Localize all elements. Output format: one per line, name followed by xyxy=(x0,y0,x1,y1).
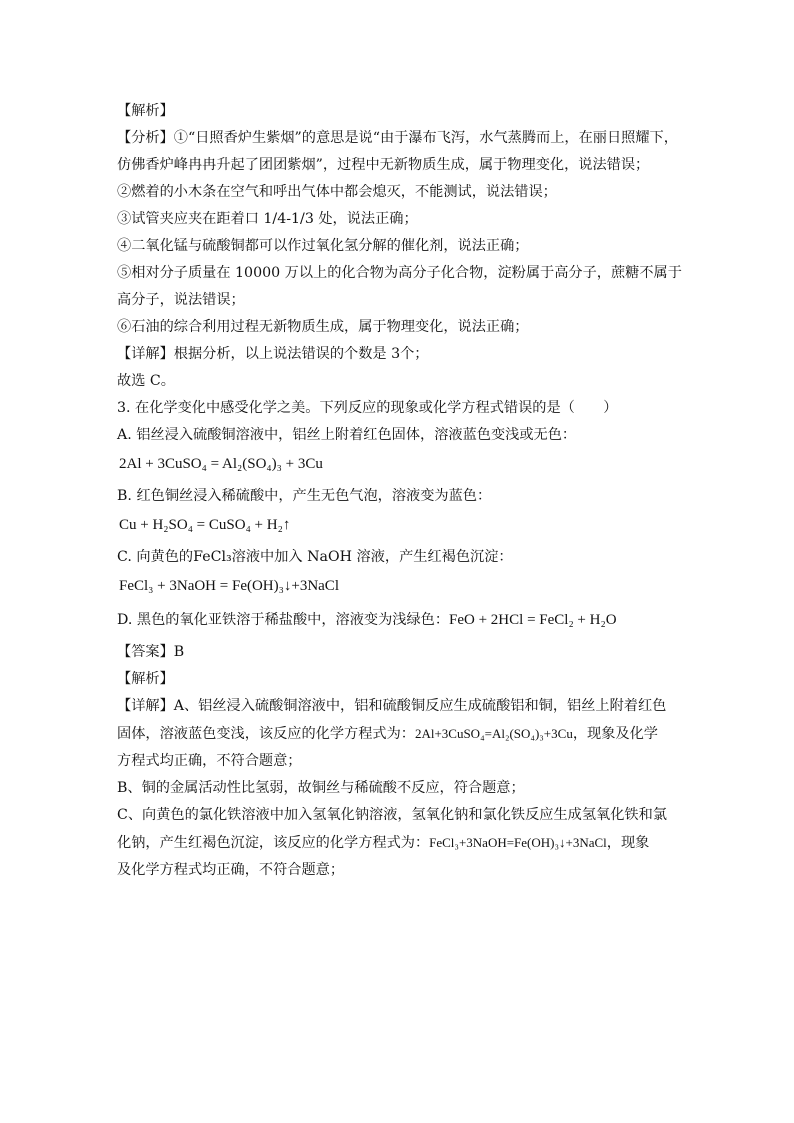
option-d xyxy=(117,605,677,635)
detail-line: C、向黄色的氯化铁溶液中加入氢氧化钠溶液，氢氧化钠和氯化铁反应生成氢氧化铁和氯 xyxy=(117,807,667,823)
detail-line: 方程式均正确，不符合题意； xyxy=(117,753,302,769)
analysis-line: ③试管夹应夹在距着口 1/4-1/3 处，说法正确； xyxy=(117,211,418,227)
detail-line: B、铜的金属活动性比氢弱，故铜丝与稀硫酸不反应，符合题意； xyxy=(117,780,525,796)
analysis-line: ⑤相对分子质量在 10000 万以上的化合物为高分子化合物，淀粉属于高分子，蔗糖不属于 xyxy=(117,265,682,281)
option-c xyxy=(117,544,677,571)
answer-choice-line: 故选 C。 xyxy=(117,373,175,389)
detail-line xyxy=(117,720,677,748)
detail-text: 化钠，产生红褐色沉淀，该反应的化学方程式为： xyxy=(117,835,430,851)
inline-equation-c: FeCl₃+3NaOH=Fe(OH)₃↓+3NaCl xyxy=(429,835,607,850)
analysis-line: 【分析】①“日照香炉生紫烟”的意思是说“由于瀑布飞泻，水气蒸腾而上，在丽日照耀下， xyxy=(117,130,678,146)
inline-equation-a: 2Al+3CuSO₄=Al₂(SO₄)₃+3Cu xyxy=(414,726,573,741)
detail-text: ，现象及化学 xyxy=(572,726,658,742)
analysis-line: ②燃着的小木条在空气和呼出气体中都会熄灭，不能测试，说法错误； xyxy=(117,184,557,200)
analysis-line: 高分子，说法错误； xyxy=(117,292,245,308)
equation-c: FeCl₃ + 3NaOH = Fe(OH)₃↓+3NaCl xyxy=(119,578,339,594)
equation-d: FeO + 2HCl = FeCl₂ + H₂O xyxy=(449,612,617,628)
detail-text: 固体，溶液蓝色变浅，该反应的化学方程式为： xyxy=(117,726,415,742)
document-page xyxy=(117,98,682,884)
question-title: 3. 在化学变化中感受化学之美。下列反应的现象或化学方程式错误的是（ ） xyxy=(117,400,618,416)
equation-b: Cu + H₂SO₄ = CuSO₄ + H₂↑ xyxy=(119,517,291,533)
detail-line xyxy=(117,829,677,857)
detail-line: 及化学方程式均正确，不符合题意； xyxy=(117,862,345,878)
option-d-text: D. 黑色的氧化亚铁溶于稀盐酸中，溶液变为浅绿色： xyxy=(117,612,450,628)
analysis-line: ④二氧化锰与硫酸铜都可以作过氧化氢分解的催化剂，说法正确； xyxy=(117,238,529,254)
option-b: B. 红色铜丝浸入稀硫酸中，产生无色气泡，溶液变为蓝色： xyxy=(117,488,492,504)
detail-text: ，现象 xyxy=(606,835,650,851)
detail-line: 【详解】根据分析，以上说法错误的个数是 3个； xyxy=(117,346,429,362)
analysis-line: ⑥石油的综合利用过程无新物质生成，属于物理变化，说法正确； xyxy=(117,319,529,335)
option-c-suffix: 溶液中加入 NaOH 溶液，产生红褐色沉淀： xyxy=(231,549,513,565)
section-heading-analysis: 【解析】 xyxy=(117,103,174,119)
detail-line: 【详解】A、铝丝浸入硫酸铜溶液中，铝和硫酸铜反应生成硫酸铝和铜，铝丝上附着红色 xyxy=(117,698,667,714)
section-heading-analysis-2: 【解析】 xyxy=(117,671,174,687)
option-a: A. 铝丝浸入硫酸铜溶液中，铝丝上附着红色固体，溶液蓝色变浅或无色： xyxy=(117,427,577,443)
equation-a: 2Al + 3CuSO₄ = Al₂(SO₄)₃ + 3Cu xyxy=(119,456,323,472)
option-c-prefix: C. 向黄色的 xyxy=(117,549,194,565)
analysis-line: 仿佛香炉峰冉冉升起了团团紫烟”，过程中无新物质生成，属于物理变化，说法错误； xyxy=(117,157,650,173)
answer-label: 【答案】B xyxy=(117,644,185,660)
option-c-formula: FeCl₃ xyxy=(193,549,232,565)
